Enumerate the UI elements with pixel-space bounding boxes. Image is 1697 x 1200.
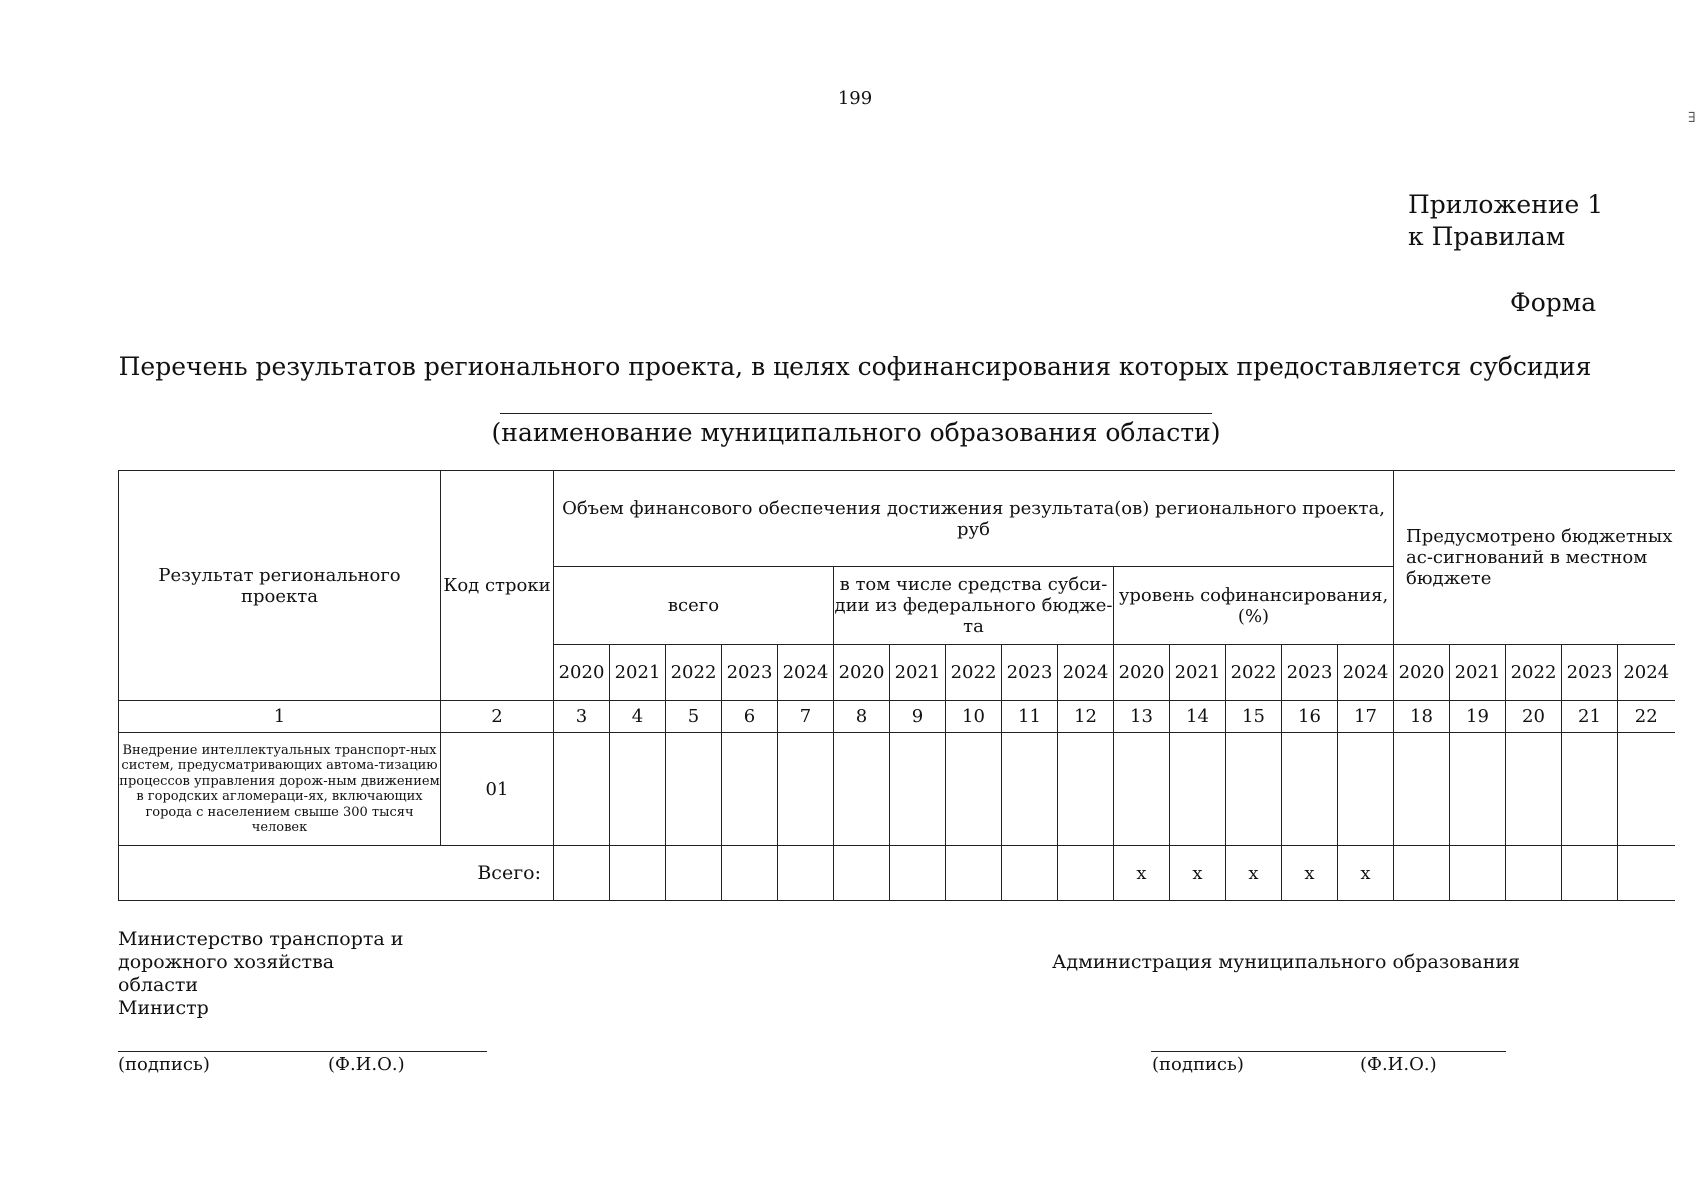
ministry-line-4: Министр (118, 997, 209, 1019)
total-cell (1618, 846, 1675, 901)
total-cell (1394, 846, 1450, 901)
value-cell (666, 733, 722, 846)
column-number: 3 (554, 701, 610, 733)
value-cell (1450, 733, 1506, 846)
total-cell (1450, 846, 1506, 901)
total-cell: x (1338, 846, 1394, 901)
value-cell (610, 733, 666, 846)
value-cell (1170, 733, 1226, 846)
column-number: 16 (1282, 701, 1338, 733)
total-label: Всего: (119, 846, 554, 901)
total-cell (778, 846, 834, 901)
year-header: 2022 (1226, 645, 1282, 701)
column-number: 8 (834, 701, 890, 733)
year-header: 2020 (834, 645, 890, 701)
column-number: 2 (441, 701, 554, 733)
value-cell (1226, 733, 1282, 846)
column-number: 13 (1114, 701, 1170, 733)
header-cofinancing-level: уровень софинансирования, (%) (1114, 567, 1394, 645)
value-cell (1506, 733, 1562, 846)
value-cell (1002, 733, 1058, 846)
column-number: 22 (1618, 701, 1675, 733)
header-result: Результат регионального проекта (119, 471, 441, 701)
value-cell (1338, 733, 1394, 846)
year-header: 2021 (1450, 645, 1506, 701)
name-fill-line (500, 413, 1212, 414)
total-cell (1002, 846, 1058, 901)
total-cell (610, 846, 666, 901)
value-cell (890, 733, 946, 846)
ministry-fio-caption: (Ф.И.О.) (328, 1054, 405, 1075)
year-header: 2024 (1058, 645, 1114, 701)
column-number: 4 (610, 701, 666, 733)
year-header: 2020 (1394, 645, 1450, 701)
administration-label: Администрация муниципального образования (1052, 951, 1521, 973)
total-cell (1506, 846, 1562, 901)
column-number: 9 (890, 701, 946, 733)
total-cell (722, 846, 778, 901)
total-cell: x (1226, 846, 1282, 901)
total-cell: x (1282, 846, 1338, 901)
year-header: 2021 (610, 645, 666, 701)
column-number: 21 (1562, 701, 1618, 733)
column-number: 5 (666, 701, 722, 733)
year-header: 2023 (722, 645, 778, 701)
ministry-line-2: дорожного хозяйства (118, 951, 335, 973)
header-code: Код строки (441, 471, 554, 701)
year-header: 2021 (1170, 645, 1226, 701)
year-header: 2022 (946, 645, 1002, 701)
total-cell (1562, 846, 1618, 901)
value-cell (834, 733, 890, 846)
value-cell (1114, 733, 1170, 846)
header-budget: Предусмотрено бюджетных ас-сигнований в местном бюджете (1394, 471, 1675, 645)
year-header: 2023 (1002, 645, 1058, 701)
value-cell (722, 733, 778, 846)
results-table (118, 470, 1675, 901)
column-number: 6 (722, 701, 778, 733)
value-cell (554, 733, 610, 846)
year-header: 2020 (554, 645, 610, 701)
year-header: 2023 (1562, 645, 1618, 701)
row-code: 01 (441, 733, 554, 846)
total-cell (890, 846, 946, 901)
total-cell (666, 846, 722, 901)
total-cell (946, 846, 1002, 901)
year-header: 2024 (1338, 645, 1394, 701)
year-header: 2022 (1506, 645, 1562, 701)
total-cell: x (1114, 846, 1170, 901)
column-number: 20 (1506, 701, 1562, 733)
value-cell (1058, 733, 1114, 846)
header-finance: Объем финансового обеспечения достижения результата(ов) регионального проекта, руб (554, 471, 1394, 567)
column-number: 18 (1394, 701, 1450, 733)
year-header: 2023 (1282, 645, 1338, 701)
ministry-block (118, 928, 403, 1020)
appendix-line-2: к Правилам (1408, 222, 1566, 251)
column-number: 7 (778, 701, 834, 733)
name-caption: (наименование муниципального образования области) (491, 418, 1221, 447)
ministry-sign-caption: (подпись) (118, 1054, 210, 1075)
form-label: Форма (1510, 288, 1597, 317)
total-cell (554, 846, 610, 901)
value-cell (946, 733, 1002, 846)
column-number: 19 (1450, 701, 1506, 733)
column-number: 14 (1170, 701, 1226, 733)
total-cell (834, 846, 890, 901)
value-cell (1282, 733, 1338, 846)
header-total: всего (554, 567, 834, 645)
value-cell (778, 733, 834, 846)
header-federal: в том числе средства субси-дии из федерального бюдже-та (834, 567, 1114, 645)
row-result-name: Внедрение интеллектуальных транспорт-ных систем, предусматривающих автома-тизацию процессов управления дорож-ным движением в городских агломераци-ях, включающих города с населением свыше 300 тысяч человек (119, 733, 441, 846)
admin-sign-caption: (подпись) (1152, 1054, 1244, 1075)
edge-mark: ∃ (1688, 110, 1696, 126)
column-number: 11 (1002, 701, 1058, 733)
column-number: 1 (119, 701, 441, 733)
total-cell (1058, 846, 1114, 901)
document-title: Перечень результатов регионального проекта, в целях софинансирования которых предоставляется субсидия (118, 352, 1592, 381)
ministry-line-1: Министерство транспорта и (118, 928, 404, 950)
column-number: 12 (1058, 701, 1114, 733)
ministry-signature-line (118, 1051, 487, 1052)
value-cell (1562, 733, 1618, 846)
year-header: 2022 (666, 645, 722, 701)
appendix-reference (1408, 189, 1603, 253)
column-number: 17 (1338, 701, 1394, 733)
appendix-line-1: Приложение 1 (1408, 190, 1604, 219)
year-header: 2021 (890, 645, 946, 701)
total-cell: x (1170, 846, 1226, 901)
value-cell (1394, 733, 1450, 846)
ministry-line-3: области (118, 974, 199, 996)
column-number: 10 (946, 701, 1002, 733)
year-header: 2024 (778, 645, 834, 701)
year-header: 2020 (1114, 645, 1170, 701)
year-header: 2024 (1618, 645, 1675, 701)
admin-signature-line (1151, 1051, 1506, 1052)
admin-fio-caption: (Ф.И.О.) (1360, 1054, 1437, 1075)
value-cell (1618, 733, 1675, 846)
page-number: 199 (837, 88, 873, 109)
column-number: 15 (1226, 701, 1282, 733)
